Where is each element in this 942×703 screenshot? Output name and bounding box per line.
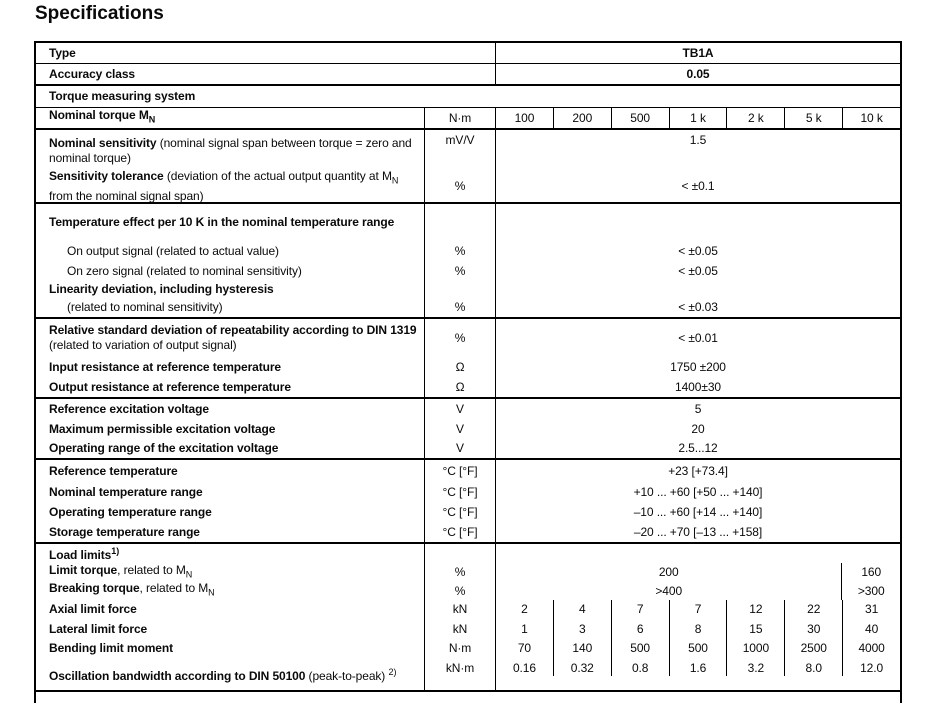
label-bold: Nominal temperature range [49,484,203,499]
label-bold: Linearity deviation, including hysteresis [49,282,274,296]
label-bold: Operating temperature range [49,504,212,519]
value-cell: 3.2 [726,658,784,676]
row-label [36,377,424,397]
row-label [36,261,424,281]
label: (related to nominal sensitivity) [67,300,223,314]
row-label: Nominal torque M [49,108,149,123]
value-column [496,204,900,317]
unit: % [454,243,466,258]
value-cell: 3 [553,619,611,639]
label-bold: Nominal sensitivity [49,135,157,150]
label-bold: Output resistance at reference temperature [49,379,291,394]
label-rest: (deviation of the actual output quantity at M [163,169,392,184]
unit-column [424,130,496,202]
label-bold: Bending limit moment [49,641,174,655]
value-cell: 7 [611,600,669,619]
label-bold: Breaking torque [49,581,140,596]
unit-column [424,319,496,397]
label-rest: (nominal signal span between torque = zero and nominal torque) [49,135,412,165]
values-row [496,563,900,582]
page-title: Specifications [35,3,164,24]
value-cell: 40 [842,619,900,639]
unit: kN·m [445,661,475,675]
values-row [496,108,900,128]
row-label [36,241,424,261]
label-bold: Maximum permissible excitation voltage [49,421,276,436]
label-bold: Sensitivity tolerance [49,169,164,184]
unit-cell [424,108,496,128]
label-bold: Lateral limit force [49,621,148,636]
group-sensitivity [36,130,900,204]
label-column [36,544,424,690]
unit: Ω [455,379,465,394]
unit: % [454,179,466,193]
label: On zero signal (related to nominal sensitivity) [67,263,302,278]
accuracy-value: 0.05 [686,66,710,81]
value-cell: 0.16 [512,661,536,675]
value-cell: –20 ... +70 [–13 ... +158] [633,524,763,539]
value-cell: –10 ... +60 [+14 ... +140] [633,504,763,519]
row-label [36,281,424,298]
unit-column [424,204,496,317]
specifications-table [34,41,902,703]
label-cell [36,108,424,128]
row-label [36,204,424,241]
value-cell: 1400±30 [675,379,721,394]
value-cell [495,43,900,63]
value-column [496,544,900,690]
subscript: N [208,587,215,598]
unit: °C [°F] [442,463,478,478]
label-rest: , related to M [117,562,186,577]
values-row [496,582,900,600]
value-column [496,399,900,458]
row-label [36,658,424,690]
value-cell: 2500 [784,639,842,658]
value-cell: 31 [842,600,900,619]
values-row [496,600,900,619]
value-cell: 500 [669,639,727,658]
value-cell: 10 k [842,108,900,128]
value-cell: 1 [521,621,528,636]
row-label [36,319,424,357]
unit [425,544,495,563]
row-label [36,502,424,522]
value-cell [495,64,900,84]
row-torque-measuring-system [36,86,900,108]
value-cell: 8 [669,619,727,639]
group-temperature-effect [36,204,900,319]
value-cell: 1.6 [669,658,727,676]
unit: % [454,263,466,278]
value-cell: 0.32 [553,658,611,676]
label-column [36,319,424,397]
row-label: Type [49,45,76,60]
row-label [36,619,424,639]
unit: % [454,300,466,314]
section-header: Torque measuring system [49,89,196,103]
value-cell: 2 k [726,108,784,128]
label-column [36,204,424,317]
value-cell: +23 [+73.4] [668,463,728,478]
group-excitation-voltage [36,399,900,460]
value-cell: 20 [691,421,705,436]
unit: V [456,421,464,436]
value-cell: < ±0.05 [678,263,718,278]
row-label [36,439,424,458]
label: On output signal (related to actual value) [67,243,279,258]
group-repeatability-resistance [36,319,900,399]
label-bold: Load limits [49,548,112,562]
type-value: TB1A [682,45,714,60]
value-cell: +10 ... +60 [+50 ... +140] [633,484,763,499]
value-cell: 1750 ±200 [670,359,726,374]
value-cell: 4 [553,600,611,619]
value-cell: 7 [669,600,727,619]
unit-column [424,544,496,690]
value-column [496,319,900,397]
label-bold: Storage temperature range [49,524,200,539]
row-label [36,522,424,542]
value-cell: 0.8 [611,658,669,676]
value-cell: 5 k [784,108,842,128]
value-cell: < ±0.01 [678,330,718,345]
value-cell: 1000 [726,639,784,658]
label-rest: (related to variation of output signal) [49,338,237,352]
unit: °C [°F] [442,504,478,519]
value-cell: >400 [655,583,683,598]
row-label [36,171,424,202]
unit: kN [452,602,468,616]
row-nominal-torque [36,108,900,130]
value-cell: < ±0.05 [678,243,718,258]
value-cell: < ±0.03 [678,300,718,314]
section-header-cell [36,86,900,107]
values-row [496,639,900,658]
row-label [36,582,424,600]
row-label [36,399,424,419]
row-type [36,43,900,64]
value-column [496,460,900,542]
unit [425,281,495,298]
value-cell: 12.0 [842,658,900,676]
value-cell [496,281,900,298]
row-label [36,460,424,482]
row-label [36,600,424,619]
value-cell [496,544,900,563]
value-cell: 140 [553,639,611,658]
value-cell: 22 [784,600,842,619]
value-cell: < ±0.1 [681,179,715,193]
label-bold: Input resistance at reference temperature [49,359,281,374]
values-row [496,658,900,690]
label-cell [36,43,495,63]
value-cell: 160 [841,563,900,582]
label-bold: Limit torque [49,562,118,577]
label-rest: from the nominal signal span) [49,188,204,203]
value-cell [496,204,900,241]
value-cell: 500 [611,639,669,658]
row-partial [36,692,900,703]
row-label [36,130,424,171]
value-cell: 4000 [842,639,900,658]
unit: °C [°F] [442,524,478,539]
value-cell: 500 [611,108,669,128]
label-bold: Reference temperature [49,463,178,478]
value-cell: 1 k [669,108,727,128]
label-cell [36,64,495,84]
unit: % [454,330,466,345]
label-column [36,130,424,202]
unit: % [454,565,466,579]
label-bold: Reference excitation voltage [49,401,209,416]
value-cell: 200 [553,108,611,128]
label-rest: (peak-to-peak) [305,668,389,683]
value-cell: 30 [784,619,842,639]
label-column [36,399,424,458]
value-cell: 6 [611,619,669,639]
label-column [36,460,424,542]
value-cell: 15 [726,619,784,639]
value-cell: 5 [694,401,702,416]
unit: V [456,441,464,455]
value-cell: 2.5...12 [678,441,718,455]
row-label [36,482,424,502]
unit: N·m [448,641,472,655]
values-row [496,619,900,639]
unit: % [454,583,466,598]
subscript: N [185,569,193,580]
unit: mV/V [445,133,475,147]
label-rest: , related to M [139,581,209,596]
unit: °C [°F] [442,484,478,499]
unit: N·m [448,110,472,125]
value-cell: 8.0 [784,658,842,676]
group-temperature-ranges [36,460,900,544]
label-bold: Relative standard deviation of repeatability according to DIN 1319 [49,323,417,337]
unit [425,204,495,241]
superscript: 1) [111,546,120,556]
row-label [36,639,424,658]
subscript: N [391,175,399,186]
row-label [36,544,424,563]
value-column [496,130,900,202]
label-bold: Oscillation bandwidth according to DIN 50100 [49,668,306,683]
row-accuracy-class [36,64,900,86]
value-cell: >300 [841,582,900,600]
unit-column [424,399,496,458]
value-cell: 1.5 [689,133,707,147]
value-cell: 100 [514,110,535,125]
row-label [36,563,424,582]
group-load-limits [36,544,900,692]
label-bold: Temperature effect per 10 K in the nominal temperature range [49,215,395,229]
value-cell: 12 [726,600,784,619]
row-label [36,298,424,317]
unit: kN [452,621,468,636]
value-cell: 70 [517,641,531,655]
row-label: Accuracy class [49,66,135,81]
superscript: 2) [388,666,397,677]
unit: Ω [455,359,465,374]
row-label [36,357,424,377]
unit: V [456,401,464,416]
label-bold: Axial limit force [49,602,137,616]
value-cell: 2 [521,602,528,616]
unit-column [424,460,496,542]
label-bold: Operating range of the excitation voltage [49,441,279,455]
value-cell: 200 [658,565,679,579]
subscript: N [148,114,156,125]
row-label [36,419,424,439]
